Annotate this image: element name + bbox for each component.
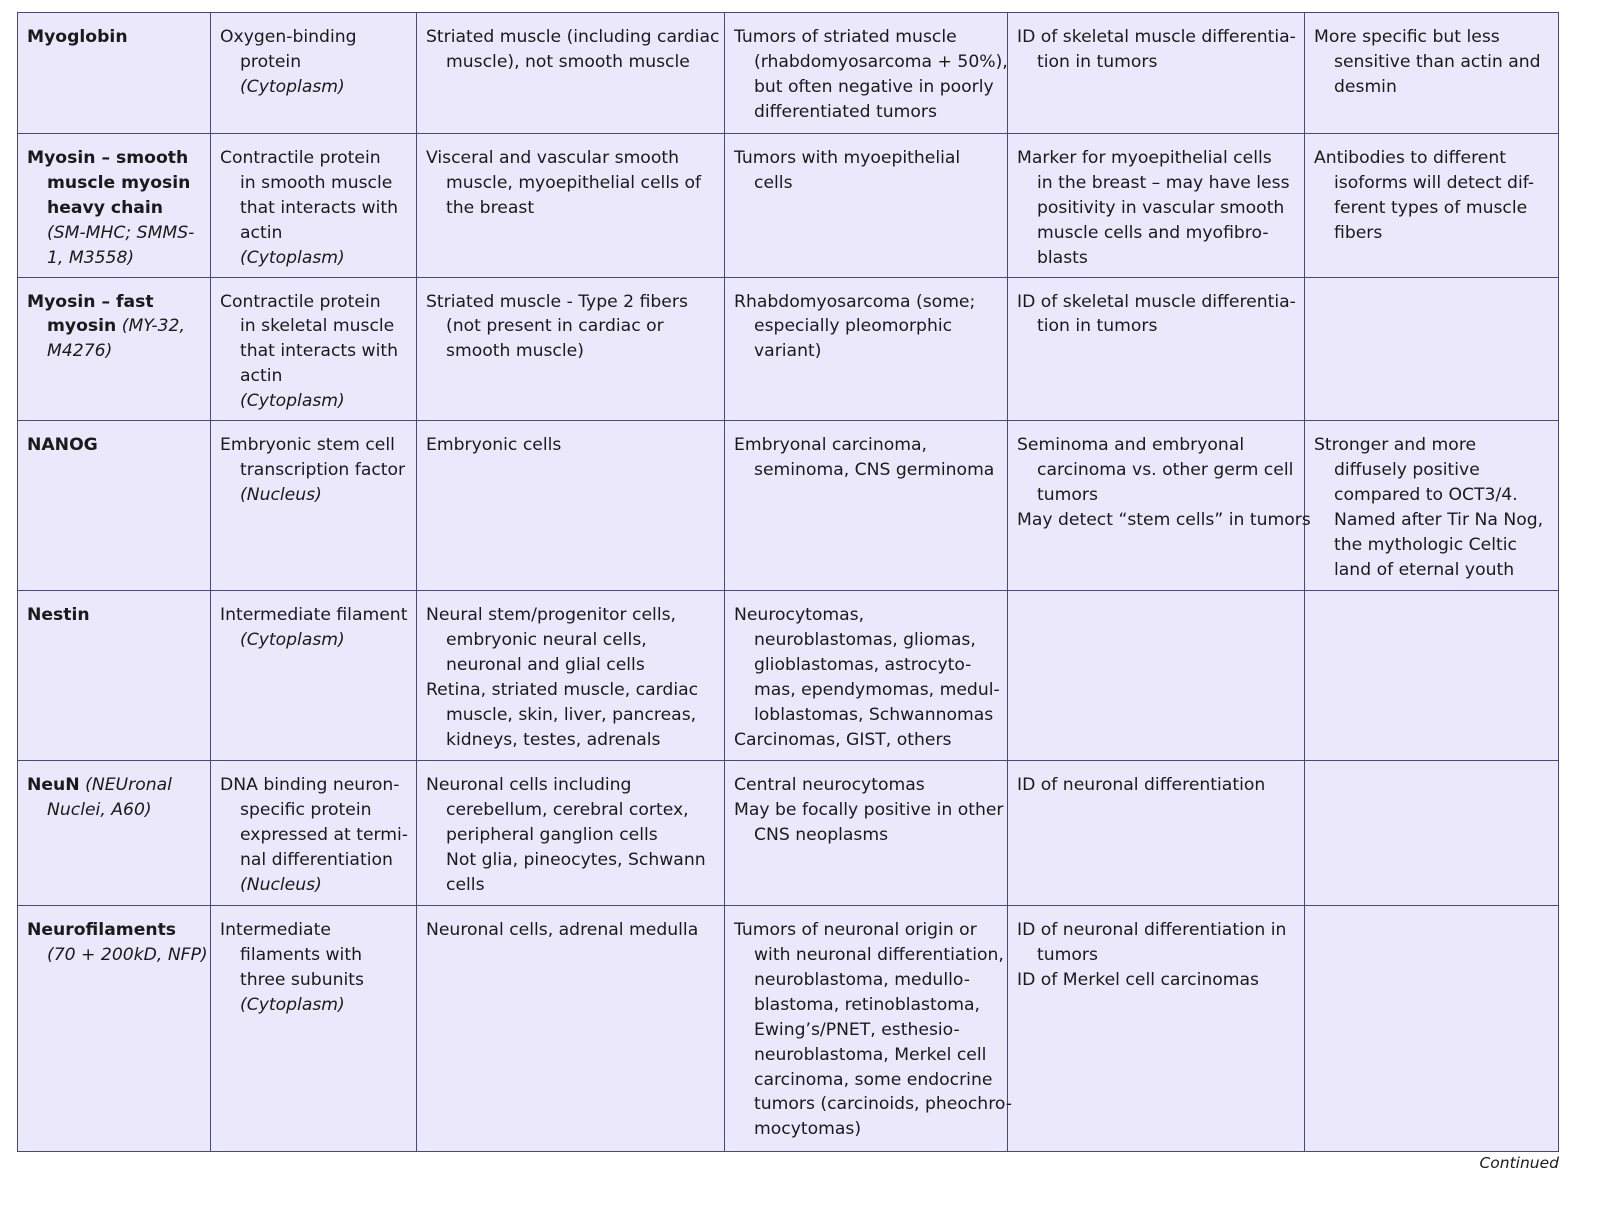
cell-line	[220, 50, 408, 75]
cell-line	[220, 918, 408, 943]
continued-note: Continued	[1479, 1154, 1559, 1172]
cell-line	[1017, 968, 1296, 993]
cell-text: neuronal and glial cells	[446, 654, 645, 675]
cell-line	[734, 628, 999, 653]
italic-note: (Nucleus)	[240, 874, 322, 895]
cell-text: blastoma, retinoblastoma,	[754, 994, 980, 1015]
cell-line	[27, 25, 202, 50]
cell-text: Contractile protein	[220, 291, 381, 312]
marker-name: NANOG	[27, 435, 98, 456]
normal-tissue-cell	[417, 591, 725, 761]
cell-line	[734, 993, 999, 1018]
cell-text: that interacts with	[240, 197, 399, 218]
cell-text: specific protein	[240, 799, 372, 820]
cell-line	[1314, 25, 1550, 50]
cell-line	[220, 798, 408, 823]
cell-line	[734, 1092, 1012, 1117]
cell-line	[220, 146, 408, 171]
cell-line	[220, 458, 408, 483]
cell-line	[426, 290, 716, 315]
cell-line	[27, 943, 208, 968]
italic-note: (MY-32,	[116, 316, 185, 337]
function-cell	[211, 591, 417, 761]
cell-line	[27, 918, 202, 943]
cell-line	[426, 433, 716, 458]
italic-note: 1, M3558)	[47, 247, 135, 268]
cell-text: diffusely positive	[1334, 459, 1480, 480]
cell-line	[1314, 433, 1550, 458]
cell-text: ID of Merkel cell carcinomas	[1017, 969, 1259, 990]
marker-name: muscle myosin	[47, 172, 191, 193]
italic-note: (Cytoplasm)	[240, 391, 345, 412]
cell-line	[1314, 146, 1550, 171]
cell-line	[220, 290, 408, 315]
cell-text: in smooth muscle	[240, 172, 393, 193]
cell-text: ID of skeletal muscle differentia-	[1017, 291, 1296, 312]
cell-line	[734, 943, 1004, 968]
tumors-cell	[725, 906, 1012, 1152]
cell-line	[27, 773, 202, 798]
function-cell	[211, 277, 417, 421]
function-cell	[211, 134, 417, 278]
table-row	[18, 906, 1559, 1152]
comments-cell	[1305, 761, 1559, 906]
cell-line	[220, 848, 408, 873]
cell-text: muscle), not smooth muscle	[446, 51, 690, 72]
cell-line	[1017, 773, 1296, 798]
cell-line	[27, 196, 202, 221]
cell-text: mas, ependymomas, medul-	[754, 679, 1000, 700]
cell-text: Intermediate	[220, 920, 331, 941]
cell-line	[1017, 290, 1296, 315]
cell-line	[1314, 558, 1550, 583]
cell-text: three subunits	[240, 969, 364, 990]
cell-text: Seminoma and embryonal	[1017, 435, 1245, 456]
table-row	[18, 13, 1559, 134]
cell-line	[734, 75, 999, 100]
table-row	[18, 591, 1559, 761]
cell-text: More specific but less	[1314, 27, 1500, 47]
cell-line	[426, 171, 716, 196]
cell-text: Embryonal carcinoma,	[734, 435, 927, 456]
cell-line	[1017, 433, 1296, 458]
cell-text: CNS neoplasms	[754, 824, 889, 845]
cell-text: Striated muscle (including cardiac	[426, 27, 720, 47]
cell-line	[426, 653, 716, 678]
cell-line	[734, 146, 999, 171]
cell-line	[220, 339, 408, 364]
cell-text: Central neurocytomas	[734, 775, 925, 796]
cell-text: (not present in cardiac or	[446, 316, 664, 337]
cell-text: Marker for myoepithelial cells	[1017, 148, 1272, 168]
italic-note: (Cytoplasm)	[240, 629, 345, 650]
cell-line	[426, 873, 716, 898]
cell-text: Oxygen-binding	[220, 27, 357, 47]
marker-name: Nestin	[27, 605, 90, 626]
cell-text: May be focally positive in other	[734, 799, 1004, 820]
cell-text: May detect “stem cells” in tumors	[1017, 509, 1311, 530]
cell-text: variant)	[754, 341, 822, 362]
cell-line	[734, 918, 999, 943]
diagnostic-use-cell	[1008, 591, 1305, 761]
cell-text: Visceral and vascular smooth	[426, 148, 679, 168]
normal-tissue-cell	[417, 421, 725, 591]
cell-text: filaments with	[240, 944, 362, 965]
cell-line	[426, 25, 720, 50]
diagnostic-use-cell	[1008, 134, 1305, 278]
cell-line	[1017, 25, 1296, 50]
cell-line	[220, 993, 408, 1018]
cell-text: ID of skeletal muscle differentia-	[1017, 27, 1296, 47]
cell-line	[27, 339, 202, 364]
table-row	[18, 761, 1559, 906]
italic-note: (Cytoplasm)	[240, 76, 345, 97]
cell-line	[734, 100, 999, 125]
cell-text: neuroblastoma, Merkel cell	[754, 1044, 987, 1065]
cell-line	[220, 314, 408, 339]
cell-text: embryonic neural cells,	[446, 629, 647, 650]
cell-line	[1017, 146, 1296, 171]
cell-text: Neuronal cells including	[426, 775, 632, 796]
marker-name: myosin	[47, 316, 117, 337]
cell-line	[1017, 458, 1296, 483]
cell-line	[220, 389, 408, 414]
cell-line	[734, 25, 999, 50]
cell-line	[734, 339, 999, 364]
cell-text: Not glia, pineocytes, Schwann	[446, 849, 706, 870]
cell-line	[27, 171, 202, 196]
cell-text: cerebellum, cerebral cortex,	[446, 799, 689, 820]
comments-cell	[1305, 906, 1559, 1152]
cell-line	[220, 873, 408, 898]
cell-text: Rhabdomyosarcoma (some;	[734, 291, 976, 312]
cell-text: Striated muscle - Type 2 fibers	[426, 291, 688, 312]
table-body	[18, 13, 1559, 1152]
cell-text: ID of neuronal differentiation in	[1017, 920, 1287, 941]
cell-line	[426, 703, 716, 728]
cell-line	[426, 196, 716, 221]
italic-note: (Nucleus)	[240, 484, 322, 505]
italic-note: (SM-MHC; SMMS-	[47, 222, 195, 243]
cell-line	[734, 728, 999, 753]
comments-cell	[1305, 591, 1559, 761]
cell-text: isoforms will detect dif-	[1334, 172, 1535, 193]
cell-text: Named after Tir Na Nog,	[1334, 509, 1544, 530]
cell-text: neuroblastomas, gliomas,	[754, 629, 976, 650]
cell-text: cells	[754, 172, 793, 193]
cell-line	[27, 246, 202, 271]
cell-text: peripheral ganglion cells	[446, 824, 658, 845]
cell-text: tumors (carcinoids, pheochro-	[754, 1094, 1012, 1115]
function-cell	[211, 761, 417, 906]
cell-line	[1017, 943, 1296, 968]
diagnostic-use-cell	[1008, 277, 1305, 421]
cell-line	[220, 196, 408, 221]
cell-line	[27, 433, 202, 458]
cell-line	[426, 728, 716, 753]
cell-line	[220, 25, 408, 50]
cell-text: tumors	[1037, 944, 1098, 965]
cell-text: tumors	[1037, 484, 1098, 505]
marker-name: Myosin – smooth	[27, 148, 189, 168]
cell-line	[220, 628, 408, 653]
cell-line	[1314, 533, 1550, 558]
cell-line	[426, 823, 716, 848]
cell-text: loblastomas, Schwannomas	[754, 704, 994, 725]
cell-line	[426, 798, 716, 823]
cell-text: desmin	[1334, 76, 1397, 97]
cell-text: Neural stem/progenitor cells,	[426, 605, 677, 626]
cell-line	[734, 773, 999, 798]
cell-line	[1314, 508, 1550, 533]
cell-text: Antibodies to different	[1314, 148, 1506, 168]
cell-line	[220, 773, 408, 798]
cell-text: land of eternal youth	[1334, 559, 1515, 580]
cell-text: Contractile protein	[220, 148, 381, 168]
cell-line	[734, 798, 1004, 823]
marker-name: Myosin – fast	[27, 291, 154, 312]
cell-line	[1017, 221, 1296, 246]
table-row	[18, 277, 1559, 421]
cell-line	[220, 246, 408, 271]
cell-text: in the breast – may have less	[1037, 172, 1290, 193]
cell-line	[734, 50, 1008, 75]
italic-note: (NEUronal	[79, 775, 172, 796]
cell-text: compared to OCT3/4.	[1334, 484, 1518, 505]
cell-text: expressed at termi-	[240, 824, 409, 845]
cell-text: muscle, myoepithelial cells of	[446, 172, 702, 193]
marker-cell	[18, 277, 211, 421]
cell-line	[220, 968, 408, 993]
diagnostic-use-cell	[1008, 906, 1305, 1152]
cell-text: Embryonic stem cell	[220, 435, 395, 456]
marker-cell	[18, 134, 211, 278]
diagnostic-use-cell	[1008, 421, 1311, 591]
cell-line	[27, 146, 202, 171]
cell-text: glioblastomas, astrocyto-	[754, 654, 972, 675]
normal-tissue-cell	[417, 761, 725, 906]
cell-line	[1314, 221, 1550, 246]
tumors-cell	[725, 591, 1008, 761]
marker-cell	[18, 13, 211, 134]
cell-text: Tumors with myoepithelial	[734, 148, 961, 168]
cell-line	[220, 943, 408, 968]
cell-text: kidneys, testes, adrenals	[446, 729, 661, 750]
cell-text: carcinoma, some endocrine	[754, 1069, 993, 1090]
cell-text: Retina, striated muscle, cardiac	[426, 679, 699, 700]
cell-text: nal differentiation	[240, 849, 393, 870]
cell-line	[27, 314, 202, 339]
cell-line	[1017, 50, 1296, 75]
cell-text: fibers	[1334, 222, 1383, 243]
normal-tissue-cell	[417, 134, 725, 278]
cell-text: especially pleomorphic	[754, 316, 953, 337]
cell-line	[220, 483, 408, 508]
function-cell	[211, 421, 417, 591]
tumors-cell	[725, 134, 1008, 278]
cell-line	[220, 364, 408, 389]
cell-text: seminoma, CNS germinoma	[754, 459, 995, 480]
cell-text: Tumors of neuronal origin or	[734, 920, 977, 941]
cell-line	[426, 50, 716, 75]
marker-cell	[18, 591, 211, 761]
cell-line	[1017, 246, 1296, 271]
cell-line	[734, 171, 999, 196]
cell-line	[1314, 483, 1550, 508]
italic-note: Nuclei, A60)	[47, 799, 152, 820]
cell-line	[1017, 483, 1296, 508]
cell-text: Embryonic cells	[426, 435, 562, 456]
cell-line	[734, 433, 999, 458]
cell-text: neuroblastoma, medullo-	[754, 969, 970, 990]
cell-text: (rhabdomyosarcoma + 50%),	[754, 51, 1008, 72]
cell-text: Intermediate filament	[220, 605, 408, 626]
marker-name: Myoglobin	[27, 27, 128, 47]
cell-text: DNA binding neuron-	[220, 775, 400, 796]
cell-text: Neuronal cells, adrenal medulla	[426, 920, 699, 941]
normal-tissue-cell	[417, 13, 725, 134]
cell-text: but often negative in poorly	[754, 76, 994, 97]
marker-cell	[18, 761, 211, 906]
italic-note: M4276)	[47, 341, 113, 362]
cell-text: Neurocytomas,	[734, 605, 865, 626]
marker-cell	[18, 421, 211, 591]
cell-line	[1017, 314, 1296, 339]
cell-line	[1017, 508, 1311, 533]
cell-text: with neuronal differentiation,	[754, 944, 1004, 965]
cell-text: Carcinomas, GIST, others	[734, 729, 952, 750]
tumors-cell	[725, 421, 1008, 591]
table-row	[18, 421, 1559, 591]
tumors-cell	[725, 13, 1008, 134]
cell-text: muscle cells and myofibro-	[1037, 222, 1269, 243]
cell-line	[27, 603, 202, 628]
cell-line	[734, 290, 999, 315]
comments-cell	[1305, 134, 1559, 278]
cell-text: protein	[240, 51, 302, 72]
cell-line	[734, 678, 999, 703]
cell-text: sensitive than actin and	[1334, 51, 1541, 72]
normal-tissue-cell	[417, 277, 725, 421]
cell-line	[1017, 171, 1296, 196]
cell-line	[426, 314, 716, 339]
cell-text: positivity in vascular smooth	[1037, 197, 1285, 218]
cell-text: transcription factor	[240, 459, 406, 480]
cell-line	[734, 1043, 999, 1068]
cell-text: actin	[240, 222, 283, 243]
cell-line	[426, 918, 716, 943]
cell-line	[426, 678, 716, 703]
cell-line	[734, 653, 999, 678]
cell-line	[734, 458, 999, 483]
normal-tissue-cell	[417, 906, 725, 1152]
function-cell	[211, 906, 417, 1152]
tumors-cell	[725, 277, 1008, 421]
cell-text: ID of neuronal differentiation	[1017, 775, 1266, 796]
cell-text: blasts	[1037, 247, 1088, 268]
marker-name: heavy chain	[47, 197, 164, 218]
cell-line	[1017, 918, 1296, 943]
cell-line	[426, 628, 716, 653]
cell-line	[1314, 75, 1550, 100]
cell-text: mocytomas)	[754, 1119, 862, 1140]
cell-line	[426, 339, 716, 364]
cell-text: Ewing’s/PNET, esthesio-	[754, 1019, 960, 1040]
cell-line	[1314, 458, 1550, 483]
cell-line	[220, 171, 408, 196]
cell-line	[1314, 50, 1550, 75]
cell-line	[27, 798, 202, 823]
cell-line	[734, 1018, 999, 1043]
diagnostic-use-cell	[1008, 13, 1305, 134]
cell-text: smooth muscle)	[446, 341, 584, 362]
function-cell	[211, 13, 417, 134]
cell-text: ferent types of muscle	[1334, 197, 1528, 218]
italic-note: (Cytoplasm)	[240, 247, 345, 268]
cell-text: the mythologic Celtic	[1334, 534, 1517, 555]
cell-line	[734, 1117, 999, 1142]
cell-line	[220, 603, 408, 628]
cell-line	[734, 314, 999, 339]
cell-line	[1314, 196, 1550, 221]
cell-line	[27, 221, 202, 246]
cell-line	[220, 75, 408, 100]
cell-line	[220, 823, 408, 848]
cell-text: that interacts with	[240, 341, 399, 362]
marker-table	[17, 12, 1559, 1152]
marker-name: NeuN	[27, 775, 80, 796]
cell-line	[426, 146, 716, 171]
tumors-cell	[725, 761, 1008, 906]
cell-line	[734, 703, 999, 728]
cell-line	[426, 848, 716, 873]
cell-text: cells	[446, 874, 485, 895]
cell-text: differentiated tumors	[754, 101, 937, 122]
marker-cell	[18, 906, 211, 1152]
cell-line	[426, 603, 716, 628]
cell-line	[220, 433, 408, 458]
italic-note: (70 + 200kD, NFP)	[47, 944, 208, 965]
cell-text: Stronger and more	[1314, 435, 1477, 456]
cell-line	[1017, 196, 1296, 221]
cell-line	[426, 773, 716, 798]
cell-text: muscle, skin, liver, pancreas,	[446, 704, 697, 725]
cell-line	[27, 290, 202, 315]
comments-cell	[1305, 421, 1559, 591]
cell-text: actin	[240, 366, 283, 387]
cell-line	[734, 603, 999, 628]
marker-name: Neurofilaments	[27, 920, 177, 941]
diagnostic-use-cell	[1008, 761, 1305, 906]
cell-line	[734, 1068, 999, 1093]
cell-line	[734, 823, 999, 848]
cell-text: tion in tumors	[1037, 51, 1158, 72]
comments-cell	[1305, 277, 1559, 421]
cell-text: carcinoma vs. other germ cell	[1037, 459, 1294, 480]
table-row	[18, 134, 1559, 278]
cell-line	[220, 221, 408, 246]
cell-text: Tumors of striated muscle	[734, 27, 957, 47]
cell-line	[734, 968, 999, 993]
cell-text: tion in tumors	[1037, 316, 1158, 337]
cell-text: the breast	[446, 197, 535, 218]
cell-line	[1314, 171, 1550, 196]
comments-cell	[1305, 13, 1559, 134]
cell-text: in skeletal muscle	[240, 316, 395, 337]
italic-note: (Cytoplasm)	[240, 994, 345, 1015]
